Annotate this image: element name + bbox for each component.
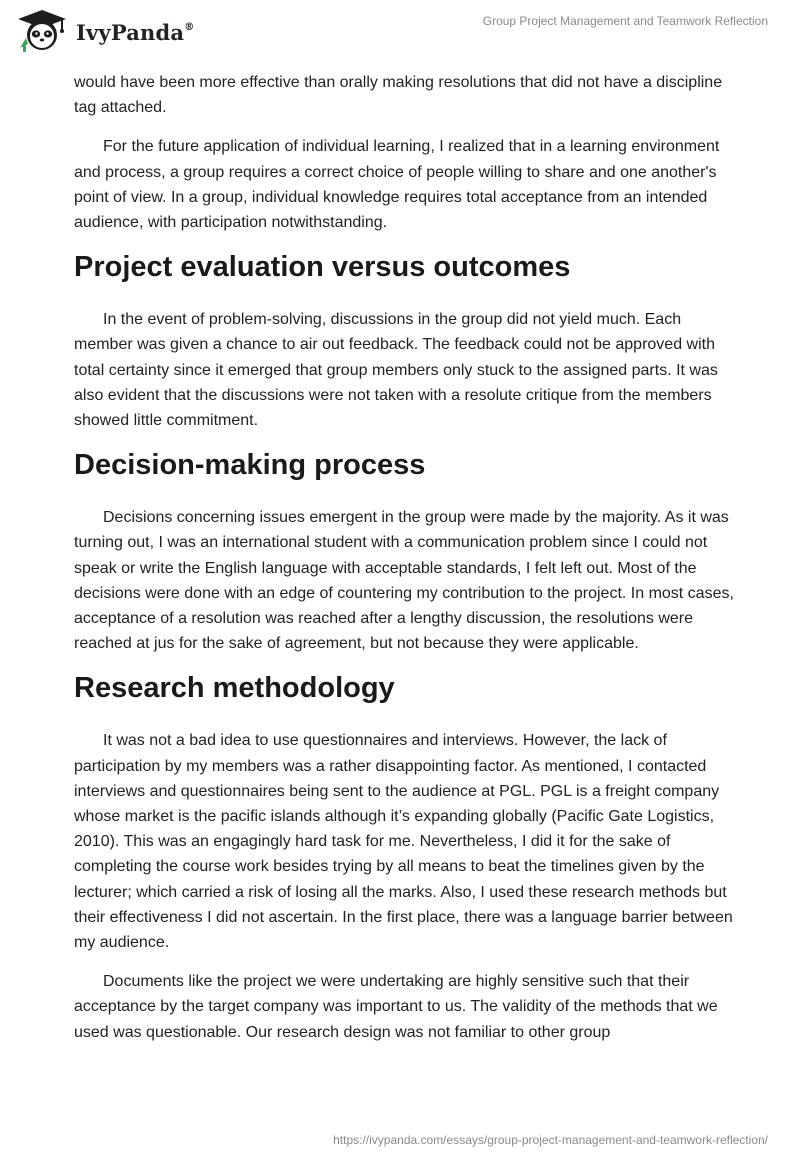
document-title: Group Project Management and Teamwork Reflection — [482, 14, 768, 28]
page-header — [0, 0, 800, 64]
paragraph: Decisions concerning issues emergent in the group were made by the majority. As it was turning out, I was an international student with a communication problem since I could not speak or write the English language with acceptable standards, I felt left out. Most of the decisions were done with an edge of countering my contribution to the project. In most cases, acceptance of a resolution was reached after a lengthy discussion, the resolutions were reached at jus for the sake of agreement, but not because they were applicable. — [74, 509, 734, 653]
section-heading: Project evaluation versus outcomes — [74, 251, 571, 284]
section-heading: Decision-making process — [74, 449, 426, 482]
paragraph: For the future application of individual learning, I realized that in a learning environment and process, a group requires a correct choice of people willing to share and one another's point of view. In a group, individual knowledge requires total acceptance from an intended audience, with participation notwithstanding. — [74, 138, 720, 232]
article-body — [74, 70, 734, 1059]
source-url[interactable]: https://ivypanda.com/essays/group-project-management-and-teamwork-reflection/ — [333, 1133, 768, 1147]
section-heading: Research methodology — [74, 672, 395, 705]
paragraph: would have been more effective than orally making resolutions that did not have a discipline tag attached. — [74, 74, 723, 117]
paragraph: It was not a bad idea to use questionnaires and interviews. However, the lack of participation by my members was a rather disappointing factor. As mentioned, I contacted interviews and questionnaires being sent to the audience at PGL. PGL is a freight company whose market is the pacific islands although it’s expanding globally (Pacific Gate Logistics, 2010). This was an engagingly hard task for me. Nevertheless, I did it for the sake of completing the course work besides trying by all means to beat the timelines given by the lecturer; which carried a risk of losing all the marks. Also, I used these research methods but their effectiveness I did not ascertain. In the first place, there was a language barrier between my audience. — [74, 732, 733, 952]
brand-name: IvyPanda® — [76, 19, 195, 45]
ivypanda-logo[interactable] — [14, 8, 194, 54]
paragraph: Documents like the project we were undertaking are highly sensitive such that their acceptance by the target company was important to us. The validity of the methods that we used was questionable. Our research design was not familiar to other group — [74, 973, 718, 1041]
paragraph: In the event of problem-solving, discussions in the group did not yield much. Each member was given a chance to air out feedback. The feedback could not be approved with total certainty since it emerged that group members only stuck to the assigned parts. It was also evident that the discussions were not taken with a resolute critique from the members showed little commitment. — [74, 311, 718, 430]
panda-graduate-icon — [14, 8, 70, 54]
